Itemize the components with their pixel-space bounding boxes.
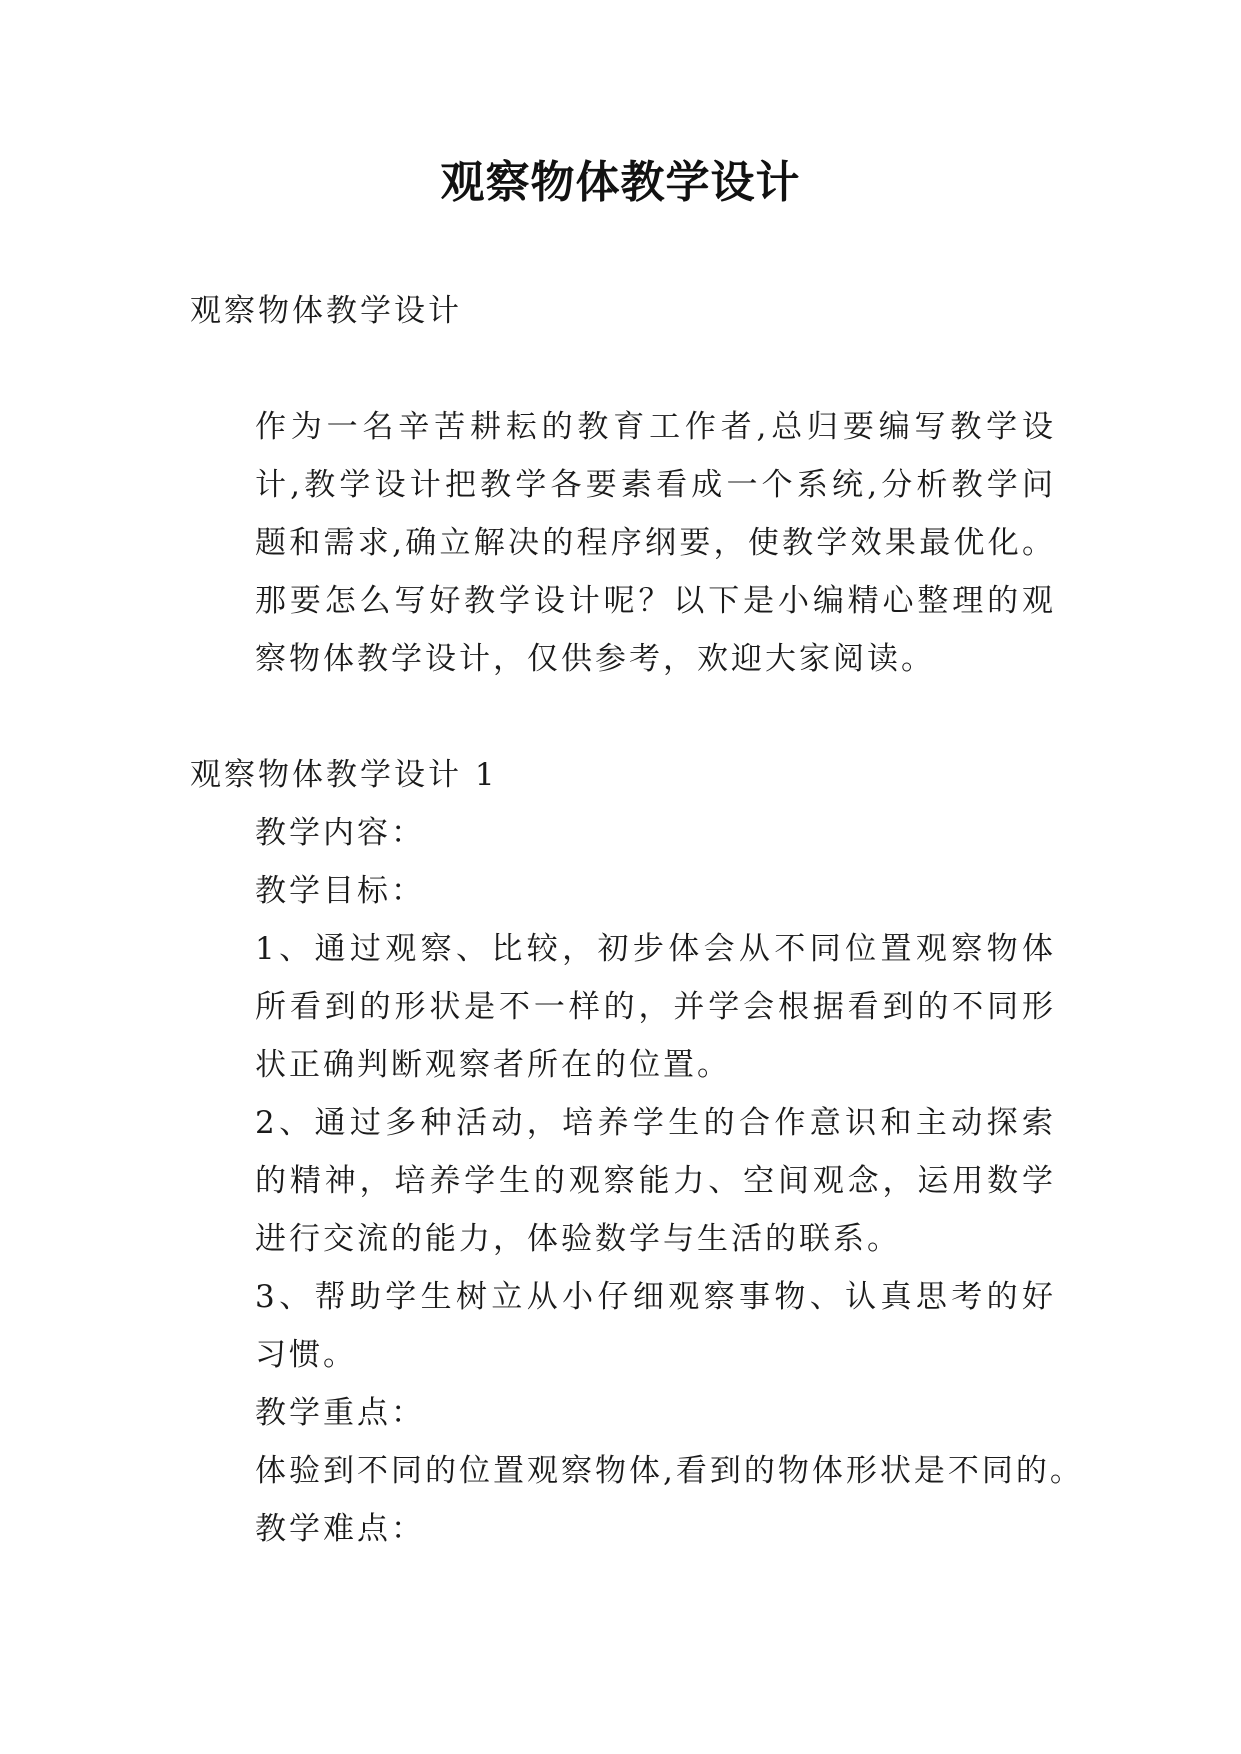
difficulty-label: 教学难点： bbox=[255, 1511, 425, 1547]
document-subtitle: 观察物体教学设计 bbox=[190, 293, 462, 329]
teaching-content-label: 教学内容： bbox=[255, 815, 425, 851]
key-point-label: 教学重点： bbox=[255, 1395, 425, 1431]
goal-item-2: 2、通过多种活动，培养学生的合作意识和主动探索的精神，培养学生的观察能力、空间观念，运用数学进行交流的能力，体验数学与生活的联系。 bbox=[255, 1105, 1056, 1257]
goal-item-3: 3、帮助学生树立从小仔细观察事物、认真思考的好习惯。 bbox=[255, 1279, 1056, 1373]
goal-item-1: 1、通过观察、比较，初步体会从不同位置观察物体所看到的形状是不一样的，并学会根据看到的不同形状正确判断观察者所在的位置。 bbox=[255, 931, 1056, 1083]
document-title: 观察物体教学设计 bbox=[440, 157, 801, 208]
document-body bbox=[190, 282, 1084, 1558]
section-heading: 观察物体教学设计 1 bbox=[190, 757, 498, 793]
teaching-goals-label: 教学目标： bbox=[255, 873, 425, 909]
intro-paragraph: 作为一名辛苦耕耘的教育工作者,总归要编写教学设计,教学设计把教学各要素看成一个系统,分析教学问题和需求,确立解决的程序纲要，使教学效果最优化。那要怎么写好教学设计呢？以下是小编精心整理的观察物体教学设计，仅供参考，欢迎大家阅读。 bbox=[255, 409, 1056, 677]
key-point-text: 体验到不同的位置观察物体,看到的物体形状是不同的。 bbox=[255, 1453, 1084, 1489]
